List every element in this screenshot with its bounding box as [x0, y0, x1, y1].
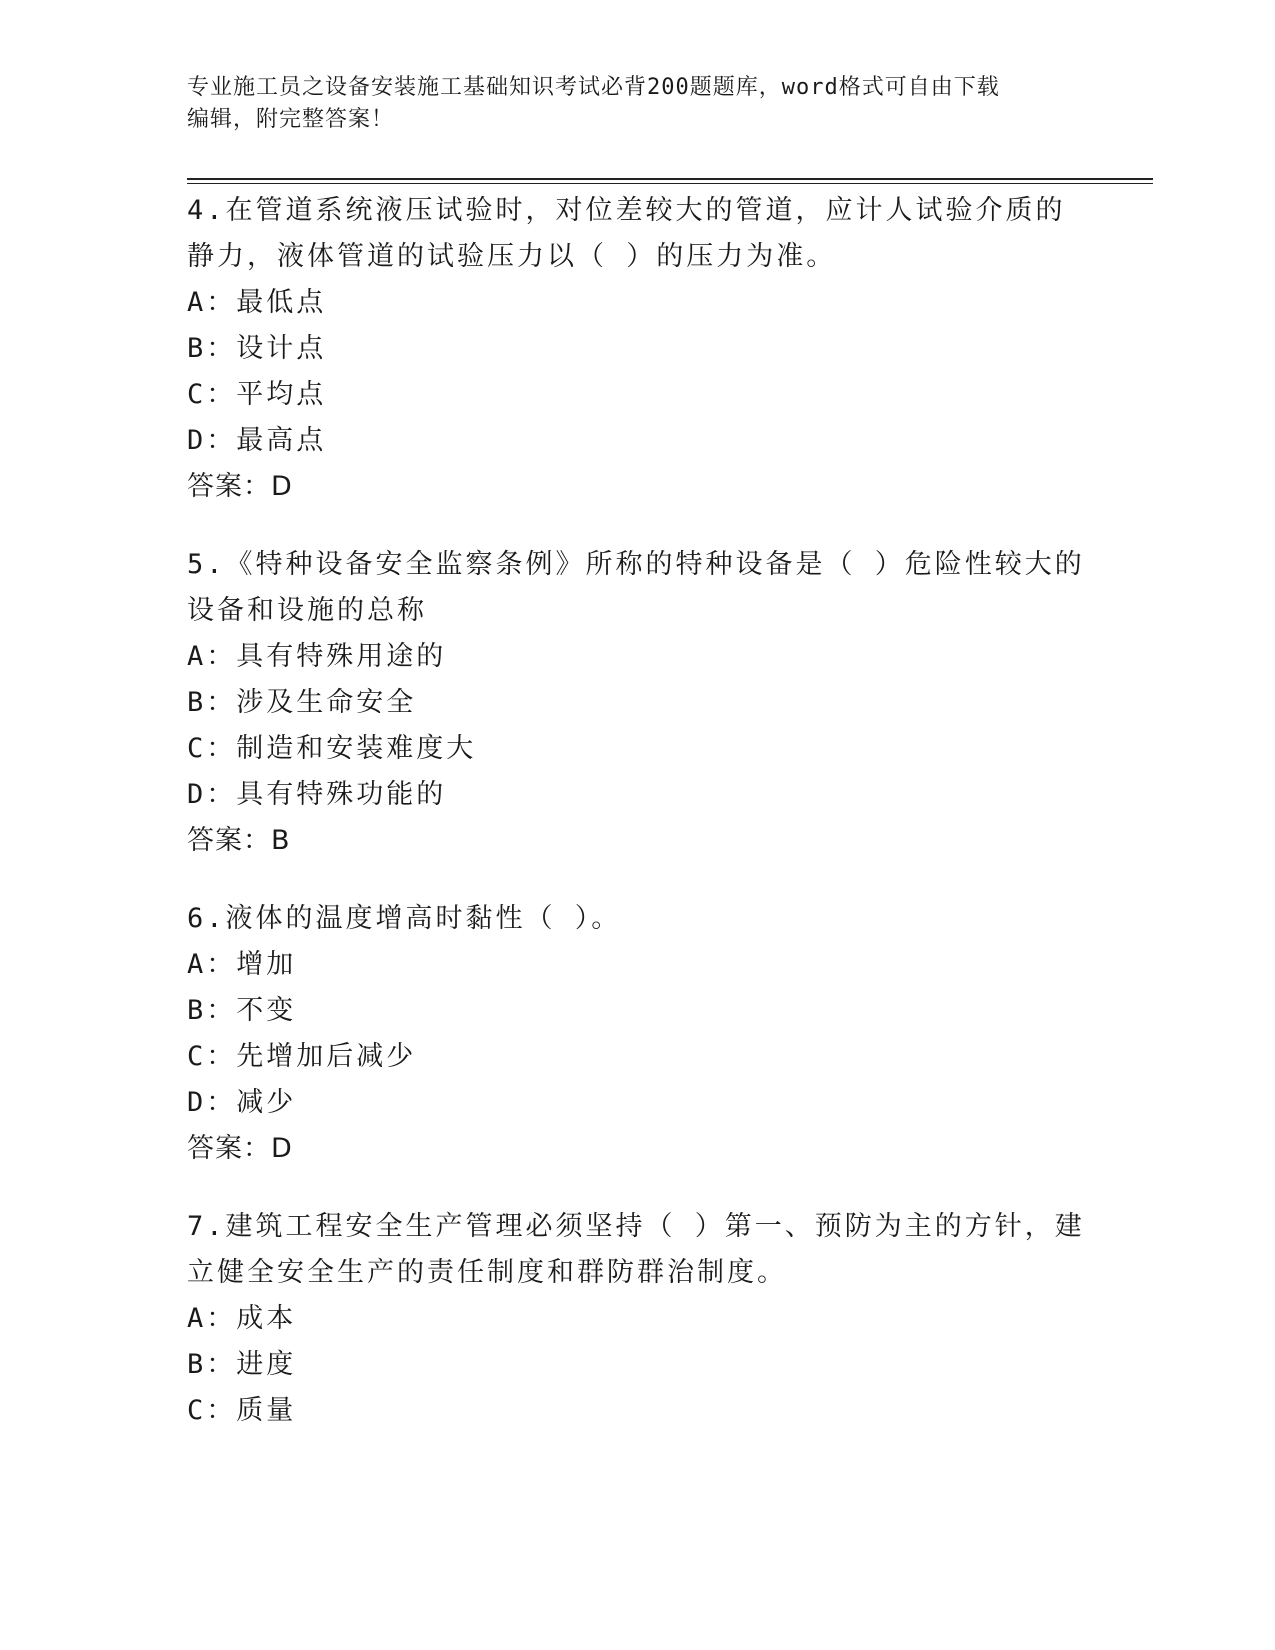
option-b: B：涉及生命安全 — [187, 687, 417, 718]
question-5 — [187, 542, 1087, 864]
document-header — [187, 72, 1077, 136]
answer: 答案：D — [187, 471, 293, 502]
option-b: B：不变 — [187, 995, 297, 1026]
option-b: B：设计点 — [187, 333, 327, 364]
answer: 答案：B — [187, 825, 291, 856]
question-stem: 5.《特种设备安全监察条例》所称的特种设备是（ ）危险性较大的设备和设施的总称 — [187, 549, 1085, 626]
header-line-2: 编辑，附完整答案！ — [187, 107, 395, 132]
answer: 答案：D — [187, 1133, 293, 1164]
option-c: C：制造和安装难度大 — [187, 733, 477, 764]
option-a: A：成本 — [187, 1303, 297, 1334]
question-list — [187, 188, 1087, 1466]
option-c: C：平均点 — [187, 379, 327, 410]
question-stem: 6.液体的温度增高时黏性（ ）。 — [187, 903, 622, 934]
header-divider-thin — [187, 183, 1153, 184]
option-a: A：最低点 — [187, 287, 327, 318]
option-d: D：具有特殊功能的 — [187, 779, 447, 810]
option-c: C：质量 — [187, 1395, 297, 1426]
header-line-1: 专业施工员之设备安装施工基础知识考试必背200题题库，word格式可自由下载 — [187, 75, 1000, 100]
question-4 — [187, 188, 1087, 510]
option-d: D：减少 — [187, 1087, 297, 1118]
option-c: C：先增加后减少 — [187, 1041, 417, 1072]
question-7 — [187, 1204, 1087, 1434]
option-b: B：进度 — [187, 1349, 297, 1380]
question-6 — [187, 896, 1087, 1172]
option-a: A：具有特殊用途的 — [187, 641, 447, 672]
question-stem: 7.建筑工程安全生产管理必须坚持（ ）第一、预防为主的方针，建立健全安全生产的责任制度和群防群治制度。 — [187, 1211, 1085, 1288]
option-d: D：最高点 — [187, 425, 327, 456]
header-divider-thick — [187, 178, 1153, 180]
option-a: A：增加 — [187, 949, 297, 980]
question-stem: 4.在管道系统液压试验时，对位差较大的管道，应计人试验介质的静力，液体管道的试验压力以（ ）的压力为准。 — [187, 195, 1066, 272]
